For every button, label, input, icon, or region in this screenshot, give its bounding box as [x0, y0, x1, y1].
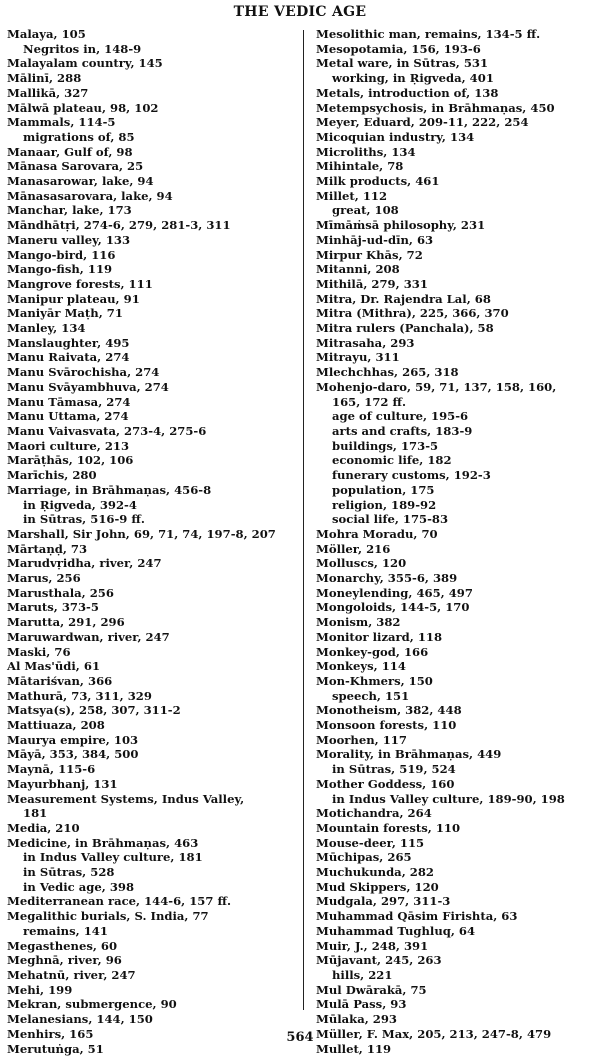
index-entry: Manaar, Gulf of, 98 [7, 144, 133, 159]
index-entry: Maniyār Maṭh, 71 [7, 306, 123, 321]
index-entry: Marutta, 291, 296 [7, 615, 125, 630]
index-column-left [7, 27, 297, 1056]
index-entry: Mithilā, 279, 331 [316, 276, 428, 291]
index-entry: Muir, J., 248, 391 [316, 938, 429, 953]
index-entry: Monkeys, 114 [316, 659, 406, 674]
index-entry: Milk products, 461 [316, 174, 440, 189]
index-entry: Mother Goddess, 160 [316, 776, 455, 791]
index-entry: Mayurbhanj, 131 [7, 776, 118, 791]
index-entry: Maruwardwan, river, 247 [7, 629, 170, 644]
index-entry: Merutuṅga, 51 [7, 1041, 104, 1056]
index-entry: Mānasasarovara, lake, 94 [7, 188, 173, 203]
index-entry: Mitrayu, 311 [316, 350, 400, 365]
index-entry: Mohra Moradu, 70 [316, 526, 438, 541]
index-subentry: 165, 172 ff. [332, 394, 407, 409]
index-entry: Manu Tāmasa, 274 [7, 394, 131, 409]
index-entry: Mūjavant, 245, 263 [316, 953, 442, 968]
index-entry: Manley, 134 [7, 321, 86, 336]
index-entry: Mālwā plateau, 98, 102 [7, 100, 159, 115]
index-entry: Muchukunda, 282 [316, 865, 434, 880]
index-entry: Marīchis, 280 [7, 468, 97, 483]
index-entry: Megalithic burials, S. India, 77 [7, 909, 209, 924]
index-entry: Mudgala, 297, 311-3 [316, 894, 451, 909]
index-entry: Maski, 76 [7, 644, 71, 659]
index-subentry: in Sūtras, 519, 524 [332, 762, 456, 777]
index-subentry: buildings, 173-5 [332, 438, 439, 453]
index-entry: Mitra rulers (Panchala), 58 [316, 321, 494, 336]
index-entry: Marudvṛidha, river, 247 [7, 556, 162, 571]
index-entry: Molluscs, 120 [316, 556, 407, 571]
index-entry: Marusthala, 256 [7, 585, 114, 600]
index-entry: Mehi, 199 [7, 982, 73, 997]
index-entry: Metals, introduction of, 138 [316, 85, 499, 100]
index-subentry: in Sūtras, 528 [23, 865, 115, 880]
index-subentry: funerary customs, 192-3 [332, 468, 491, 483]
index-entry: Mud Skippers, 120 [316, 879, 439, 894]
index-subentry: in Sūtras, 516-9 ff. [23, 512, 145, 527]
index-entry: Metal ware, in Sūtras, 531 [316, 56, 489, 71]
index-entry: Mānasa Sarovara, 25 [7, 159, 144, 174]
index-entry: Mitrasaha, 293 [316, 335, 415, 350]
index-entry: Marus, 256 [7, 571, 81, 586]
column-divider [303, 30, 304, 1010]
index-entry: Monkey-god, 166 [316, 644, 429, 659]
index-entry: Malayalam country, 145 [7, 56, 163, 71]
index-subentry: in Indus Valley culture, 189-90, 198 [332, 791, 565, 806]
index-entry: Mallikā, 327 [7, 85, 89, 100]
index-entry: Marāṭhās, 102, 106 [7, 453, 134, 468]
index-entry: Muhammad Qāsim Firishta, 63 [316, 909, 518, 924]
index-entry: Mulā Pass, 93 [316, 997, 407, 1012]
index-entry: Mirpur Khās, 72 [316, 247, 423, 262]
index-entry: Mehatnū, river, 247 [7, 968, 136, 982]
index-entry: Mīmāṁsā philosophy, 231 [316, 218, 486, 233]
index-entry: Metempsychosis, in Brāhmaṇas, 450 [316, 100, 555, 115]
index-entry: Manu Svāyambhuva, 274 [7, 379, 169, 394]
index-entry: Moneylending, 465, 497 [316, 585, 473, 600]
index-entry: Manu Uttama, 274 [7, 409, 129, 424]
index-subentry: population, 175 [332, 482, 435, 497]
index-entry: Manu Vaivasvata, 273-4, 275-6 [7, 423, 207, 438]
index-subentry: arts and crafts, 183-9 [332, 423, 473, 438]
index-entry: Millet, 112 [316, 188, 388, 203]
running-header: THE VEDIC AGE [233, 4, 367, 20]
index-subentry: remains, 141 [23, 923, 108, 938]
index-subentry: in Indus Valley culture, 181 [23, 850, 203, 865]
index-entry: Mul Dwārakā, 75 [316, 982, 427, 997]
index-entry: Möller, 216 [316, 541, 391, 556]
index-entry: Mongoloids, 144-5, 170 [316, 600, 470, 615]
index-entry: Menhirs, 165 [7, 1026, 94, 1041]
index-entry: Minhāj-ud-dīn, 63 [316, 232, 434, 247]
index-entry: Mullet, 119 [316, 1041, 392, 1056]
index-entry: Microliths, 134 [316, 144, 416, 159]
index-entry: Mango-bird, 116 [7, 247, 116, 262]
index-entry: Maneru valley, 133 [7, 232, 131, 247]
index-entry: Mitanni, 208 [316, 262, 400, 277]
index-entry: Mouse-deer, 115 [316, 835, 425, 850]
index-entry: Mitra, Dr. Rajendra Lal, 68 [316, 291, 491, 306]
index-entry: Manipur plateau, 91 [7, 291, 140, 306]
index-entry: Mango-fish, 119 [7, 262, 113, 277]
index-entry: Monsoon forests, 110 [316, 718, 457, 733]
index-subentry: speech, 151 [332, 688, 410, 703]
index-entry: Motichandra, 264 [316, 806, 432, 821]
index-entry: Mātariśvan, 366 [7, 673, 113, 688]
index-entry: Mālinī, 288 [7, 71, 82, 86]
index-entry: Mohenjo-daro, 59, 71, 137, 158, 160, [316, 379, 557, 394]
index-entry: Mekran, submergence, 90 [7, 997, 177, 1012]
index-entry: Monotheism, 382, 448 [316, 703, 462, 718]
index-entry: Maruts, 373-5 [7, 600, 99, 615]
index-entry: Monarchy, 355-6, 389 [316, 571, 458, 586]
index-entry: Mammals, 114-5 [7, 115, 116, 130]
index-entry: Mesolithic man, remains, 134-5 ff. [316, 27, 541, 41]
index-entry: Meghnā, river, 96 [7, 953, 122, 968]
index-entry: Monitor lizard, 118 [316, 629, 443, 644]
index-entry: Mihintale, 78 [316, 159, 404, 174]
index-subentry: Negritos in, 148-9 [23, 41, 142, 56]
index-entry: Manu Raivata, 274 [7, 350, 130, 365]
index-entry: Mediterranean race, 144-6, 157 ff. [7, 894, 232, 909]
index-entry: Melanesians, 144, 150 [7, 1012, 153, 1027]
index-entry: Manslaughter, 495 [7, 335, 130, 350]
index-entry: Micoquian industry, 134 [316, 129, 475, 144]
index-entry: Māyā, 353, 384, 500 [7, 747, 139, 762]
index-entry: Mon-Khmers, 150 [316, 673, 433, 688]
index-subentry: hills, 221 [332, 968, 393, 982]
index-entry: Manchar, lake, 173 [7, 203, 132, 218]
index-entry: Mattiuaza, 208 [7, 718, 105, 733]
index-entry: Morality, in Brāhmaṇas, 449 [316, 747, 502, 762]
index-subentry: migrations of, 85 [23, 129, 135, 144]
index-entry: Marriage, in Brāhmaṇas, 456-8 [7, 482, 212, 497]
index-entry: Measurement Systems, Indus Valley, [7, 791, 245, 806]
index-subentry: great, 108 [332, 203, 399, 218]
index-entry: Marshall, Sir John, 69, 71, 74, 197-8, 207 [7, 526, 276, 541]
index-entry: Mesopotamia, 156, 193-6 [316, 41, 481, 56]
index-subentry: in Vedic age, 398 [23, 879, 135, 894]
index-entry: Mlechchhas, 265, 318 [316, 365, 459, 380]
index-subentry: social life, 175-83 [332, 512, 449, 527]
page-number: 564 [286, 1030, 314, 1045]
index-entry: Medicine, in Brāhmaṇas, 463 [7, 835, 199, 850]
index-entry: Mūlaka, 293 [316, 1012, 397, 1027]
index-entry: Māndhātṛi, 274-6, 279, 281-3, 311 [7, 218, 231, 233]
index-entry: Moorhen, 117 [316, 732, 407, 747]
index-entry: Manu Svārochisha, 274 [7, 365, 160, 380]
index-entry: Maori culture, 213 [7, 438, 130, 453]
index-entry: Manasarowar, lake, 94 [7, 174, 154, 189]
index-entry: Muhammad Tughluq, 64 [316, 923, 476, 938]
index-subentry: economic life, 182 [332, 453, 452, 468]
index-entry: Mangrove forests, 111 [7, 276, 153, 291]
index-entry: Mūchipas, 265 [316, 850, 412, 865]
index-entry: Mārtaṇḍ, 73 [7, 541, 88, 556]
index-subentry: working, in Ṛigveda, 401 [332, 71, 494, 86]
index-entry: Megasthenes, 60 [7, 938, 118, 953]
index-subentry: religion, 189-92 [332, 497, 437, 512]
index-entry: Matsya(s), 258, 307, 311-2 [7, 703, 181, 718]
index-entry: Mitra (Mithra), 225, 366, 370 [316, 306, 509, 321]
index-column-right [316, 27, 598, 1056]
index-entry: Meyer, Eduard, 209-11, 222, 254 [316, 115, 529, 130]
index-entry: Al Mas'ūdi, 61 [7, 659, 101, 674]
index-subentry: in Ṛigveda, 392-4 [23, 497, 137, 512]
index-entry: Maurya empire, 103 [7, 732, 139, 747]
index-subentry: 181 [23, 806, 48, 821]
index-entry: Mathurā, 73, 311, 329 [7, 688, 152, 703]
index-entry: Malaya, 105 [7, 27, 86, 41]
index-entry: Monism, 382 [316, 615, 401, 630]
index-entry: Müller, F. Max, 205, 213, 247-8, 479 [316, 1026, 552, 1041]
index-entry: Mountain forests, 110 [316, 820, 461, 835]
index-entry: Maynā, 115-6 [7, 762, 96, 777]
index-entry: Media, 210 [7, 820, 80, 835]
index-subentry: age of culture, 195-6 [332, 409, 469, 424]
